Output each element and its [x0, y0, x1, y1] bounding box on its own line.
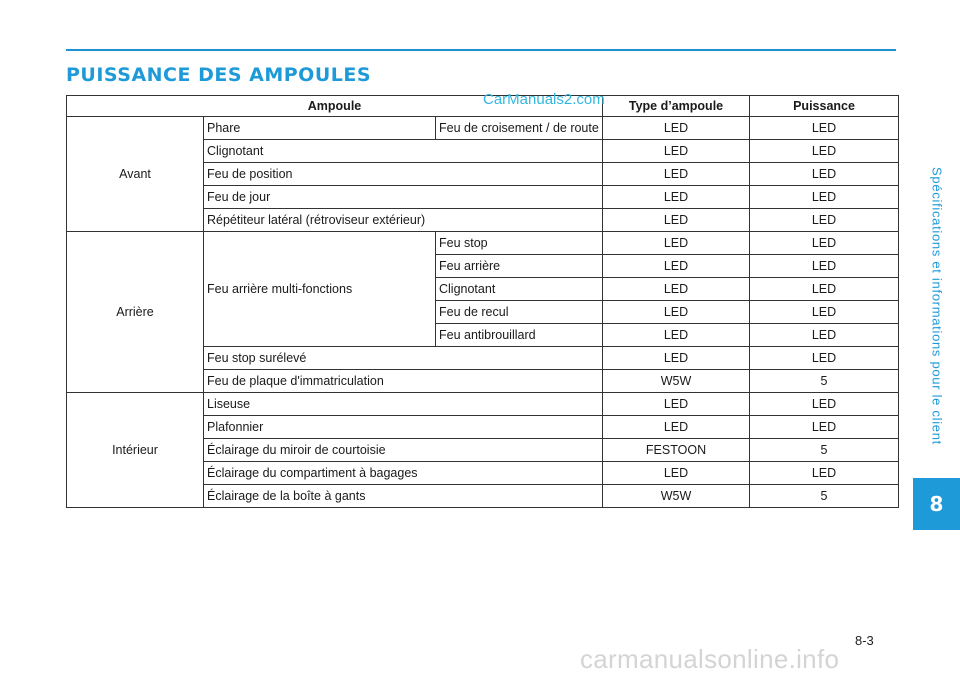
type-cell: LED [603, 140, 750, 163]
type-cell: LED [603, 209, 750, 232]
item-cell: Liseuse [204, 393, 603, 416]
type-cell: LED [603, 163, 750, 186]
group-arriere: Arrière [67, 232, 204, 393]
subitem-cell: Feu de croisement / de route [436, 117, 603, 140]
power-cell: LED [750, 163, 899, 186]
power-cell: LED [750, 209, 899, 232]
type-cell: FESTOON [603, 439, 750, 462]
item-cell: Feu de jour [204, 186, 603, 209]
subitem-cell: Feu stop [436, 232, 603, 255]
page-number: 8-3 [855, 633, 874, 648]
power-cell: LED [750, 186, 899, 209]
item-cell: Clignotant [204, 140, 603, 163]
table-row [67, 117, 899, 140]
item-cell: Éclairage de la boîte à gants [204, 485, 603, 508]
type-cell: LED [603, 324, 750, 347]
group-interieur: Intérieur [67, 393, 204, 508]
table-row [67, 393, 899, 416]
power-cell: 5 [750, 370, 899, 393]
header-puissance: Puissance [750, 96, 899, 117]
item-cell: Feu de plaque d'immatriculation [204, 370, 603, 393]
type-cell: LED [603, 347, 750, 370]
header-ampoule: Ampoule [67, 96, 603, 117]
type-cell: LED [603, 186, 750, 209]
item-cell: Phare [204, 117, 436, 140]
item-cell: Feu de position [204, 163, 603, 186]
power-cell: 5 [750, 485, 899, 508]
subitem-cell: Clignotant [436, 278, 603, 301]
item-cell: Feu arrière multi-fonctions [204, 232, 436, 347]
power-cell: LED [750, 140, 899, 163]
power-cell: LED [750, 278, 899, 301]
section-title: PUISSANCE DES AMPOULES [66, 64, 372, 86]
type-cell: LED [603, 416, 750, 439]
type-cell: LED [603, 278, 750, 301]
subitem-cell: Feu de recul [436, 301, 603, 324]
power-cell: LED [750, 232, 899, 255]
power-cell: LED [750, 347, 899, 370]
group-avant: Avant [67, 117, 204, 232]
table-row [67, 232, 899, 255]
watermark-top: CarManuals2.com [483, 91, 605, 108]
watermark-bottom: carmanualsonline.info [580, 644, 840, 674]
power-cell: LED [750, 393, 899, 416]
power-cell: LED [750, 255, 899, 278]
item-cell: Répétiteur latéral (rétroviseur extérieur) [204, 209, 603, 232]
bulb-table [66, 95, 899, 508]
type-cell: LED [603, 232, 750, 255]
power-cell: LED [750, 462, 899, 485]
item-cell: Feu stop surélevé [204, 347, 603, 370]
side-chapter-title: Spécifications et informations pour le client [929, 167, 945, 445]
chapter-tab: 8 [913, 478, 960, 530]
type-cell: W5W [603, 370, 750, 393]
header-rule [66, 49, 896, 51]
power-cell: 5 [750, 439, 899, 462]
item-cell: Plafonnier [204, 416, 603, 439]
subitem-cell: Feu antibrouillard [436, 324, 603, 347]
power-cell: LED [750, 301, 899, 324]
type-cell: LED [603, 301, 750, 324]
type-cell: LED [603, 117, 750, 140]
type-cell: LED [603, 462, 750, 485]
type-cell: W5W [603, 485, 750, 508]
type-cell: LED [603, 393, 750, 416]
item-cell: Éclairage du compartiment à bagages [204, 462, 603, 485]
item-cell: Éclairage du miroir de courtoisie [204, 439, 603, 462]
power-cell: LED [750, 416, 899, 439]
type-cell: LED [603, 255, 750, 278]
power-cell: LED [750, 324, 899, 347]
header-type: Type d’ampoule [603, 96, 750, 117]
subitem-cell: Feu arrière [436, 255, 603, 278]
power-cell: LED [750, 117, 899, 140]
